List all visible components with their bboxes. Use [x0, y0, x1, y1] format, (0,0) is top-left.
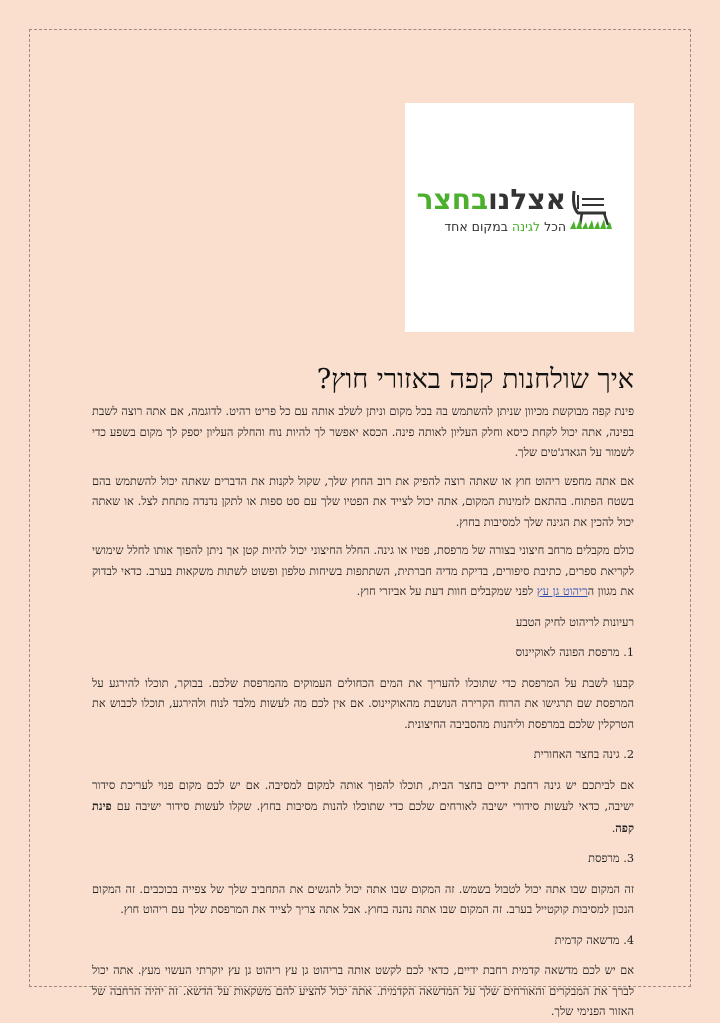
logo-text-main: אצלנו [488, 183, 566, 216]
logo-wordmark [417, 183, 566, 217]
garden-bench-icon [568, 183, 614, 233]
logo-tagline-part: הכל [540, 219, 566, 234]
section-heading-3: 3. מרפסת [588, 852, 634, 865]
logo-tagline-part: במקום אחד [444, 219, 512, 234]
section-text-1: קבעו לשבת על המרפסת כדי שתוכלו להעריך את המים הכחולים העמוקים מהמרפסת שלכם. בבוקר, תוכלו להירגע על המרפסת שם תרגישו את הרוח הקרירה הנושבת מהאוקיינוס. אם אין לכם מה לעשות מלבד לנוח ולהירגע, תוכלו לכבוש את הטרקלין שלכם במרפסת וליהנות מהסביבה החיצונית. [92, 676, 634, 731]
section-heading-4: 4. מדשאה קדמית [554, 933, 634, 947]
logo-tagline [444, 219, 566, 235]
wood-furniture-link[interactable]: ריהוט גן עץ [536, 585, 588, 598]
paragraph-text: . [611, 821, 616, 835]
article-title: איך שולחנות קפה באזורי חוץ? [316, 364, 634, 395]
brand-logo [405, 103, 634, 332]
paragraph-outdoor: אם אתה מחפש ריהוט חוץ או שאתה רוצה להפיק את רוב החוץ שלך, שקול לקנות את הדברים שאתה יכול להשתמש בהם בשטח הפתוח. בהתאם לזמינות המקום, אתה יכול לצייד את הפטיו שלך עם סט ספות או לתקן נדנדה מתחת לצל. או שאתה יכול להכין את הגינה שלך למסיבות בחוץ. [92, 474, 634, 529]
section-text-4: אם יש לכם מדשאה קדמית רחבת ידיים, כדאי לכם לקשט אותה בריהוט גן עץ ריהוט גן עץ יוקרתי העשוי מעץ. אתה יכול לברך את המבקרים והאורחים שלך על המדשאה הקדמית. אתה יכול להציע להם משקאות על הדשא. זה יהיה הרחבה של האזור הפנימי שלך. [92, 964, 634, 1018]
section-text-2 [92, 776, 634, 840]
section-heading-2: 2. גינה בחצר האחורית [533, 748, 634, 761]
ideas-heading: רעיונות לריהוט לחיק הטבע [515, 615, 634, 629]
section-heading-1: 1. מרפסת הפונה לאוקיינוס [515, 646, 634, 659]
section-text-3: זה המקום שבו אתה יכול לטבול בשמש. זה המקום שבו אתה יכול להגשים את התחביב שלך של צפייה בכוכבים. זה המקום הנכון למסיבות קוקטייל בערב. זה המקום שבו אתה נהנה בחוץ. אבל אתה צריך לצייד את המרפסת שלך עם ריהוט חוץ. [92, 882, 634, 916]
paragraph-text: אם לביתכם יש גינה רחבת ידיים בחצר הבית, תוכלו להפוך אותה למקום למסיבה. אם יש לכם מקום פנוי לעריכת סידור ישיבה, כדאי לעשות סידורי ישיבה לאורחים שלכם כדי שתוכלו להנות מסיבות בחוץ. שקלו לעשות סידור ישיבה עם [92, 778, 634, 813]
article-body [92, 362, 634, 1023]
paragraph-space [92, 541, 634, 603]
paragraph-text: לפני שמקבלים חוות דעת על אביזרי חוץ. [356, 585, 537, 598]
bold-term: פינת קפה [92, 799, 634, 835]
paragraph-text: כולם מקבלים מרחב חיצוני בצורה של מרפסת, פטיו או גינה. החלל החיצוני יכול להיות קטן אך ניתן להפוך אותו לחלל שימושי לקריאת ספרים, כתיבת סיפורים, בדיקת מדיה חברתית, השתתפות בשיחות טלפון ופשוט לשתות משקאות בערב. כדאי לבדוק את מגוון ה [92, 544, 634, 598]
logo-tagline-accent: לגינה [511, 219, 541, 234]
logo-text-accent: בחצר [416, 183, 489, 216]
paragraph-intro: פינת קפה מבוקשת מכיוון שניתן להשתמש בה בכל מקום וניתן לשלב אותה עם כל פריט רהיט. לדוגמה, אם אתה רוצה לשבת בפינה, אתה יכול לקחת כיסא וחלק העליון לאותה פינה. הכסא יאפשר לך להיות נוח והחלק העליון יספק לך מקום בשפע כדי לשמור על הגאדג'טים שלך. [92, 405, 634, 459]
